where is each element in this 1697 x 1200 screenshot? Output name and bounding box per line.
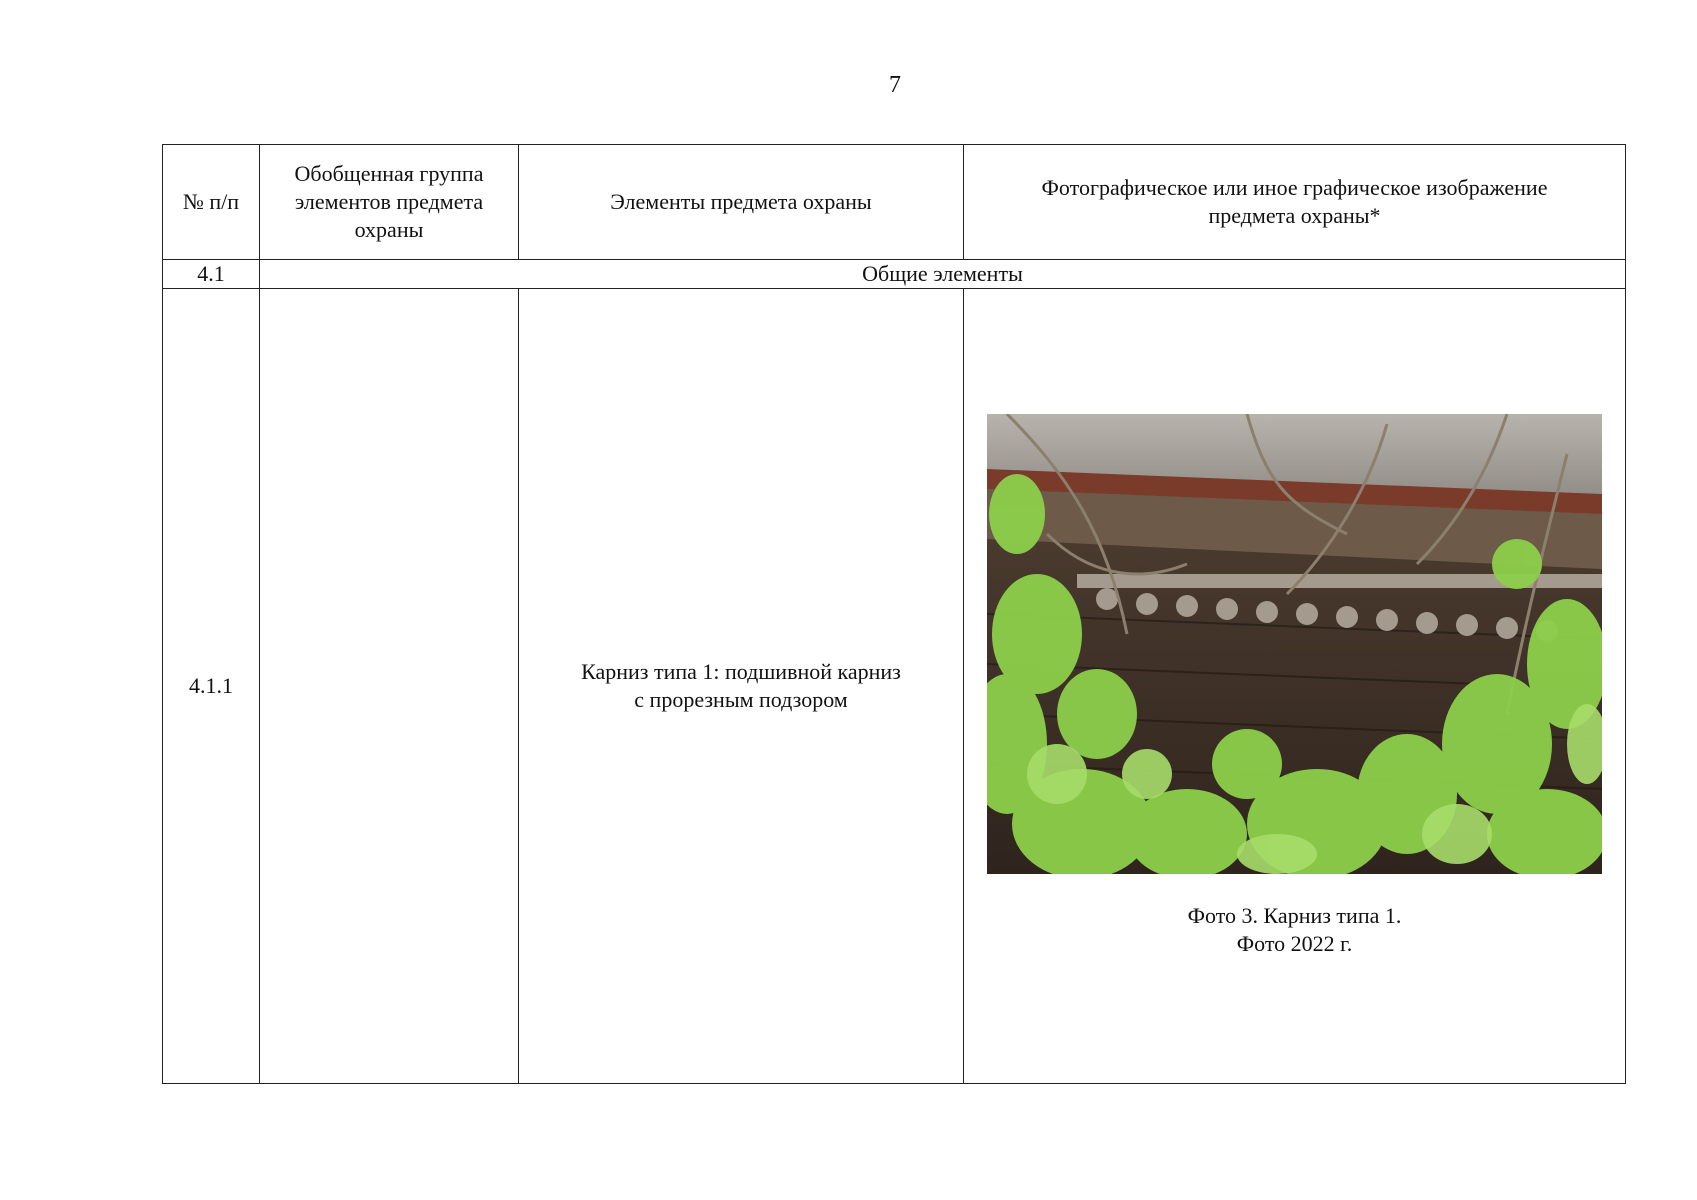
section-num: 4.1: [163, 260, 260, 289]
table-row: [163, 289, 1626, 1084]
protection-table: [162, 144, 1626, 1084]
section-row: [163, 260, 1626, 289]
row-group: [260, 289, 519, 1084]
photo-caption-line-2: Фото 2022 г.: [1236, 931, 1353, 956]
photo-caption: [972, 902, 1617, 958]
header-num: № п/п: [163, 145, 260, 260]
row-photo-cell: [964, 289, 1626, 1084]
page-number: 7: [889, 72, 901, 98]
cornice-photo: [987, 414, 1602, 874]
header-group: Обобщенная группа элементов предмета охраны: [260, 145, 519, 260]
row-element: [519, 289, 964, 1084]
section-title: Общие элементы: [260, 260, 1626, 289]
header-photo: Фотографическое или иное графическое изображение предмета охраны*: [964, 145, 1626, 260]
table-header-row: [163, 145, 1626, 260]
photo-caption-line-1: Фото 3. Карниз типа 1.: [1187, 903, 1402, 928]
row-element-line-2: с прорезным подзором: [634, 687, 848, 712]
row-element-line-1: Карниз типа 1: подшивной карниз: [581, 659, 901, 684]
header-elements: Элементы предмета охраны: [519, 145, 964, 260]
row-num: 4.1.1: [163, 289, 260, 1084]
